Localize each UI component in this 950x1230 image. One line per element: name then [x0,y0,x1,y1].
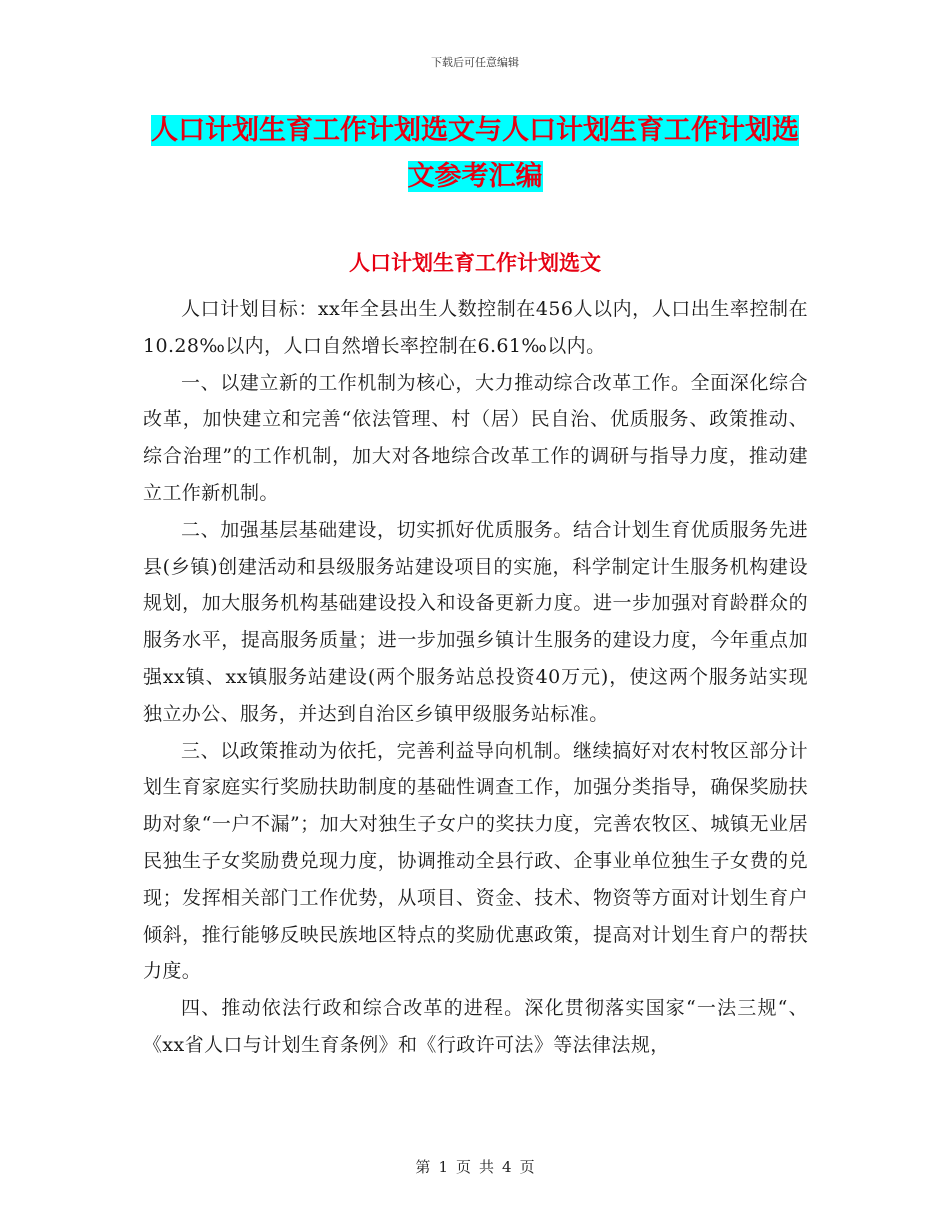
document-body [143,291,808,1064]
document-title [140,108,810,200]
footer-current-page: 1 [438,1158,448,1176]
paragraph-item-3: 三、以政策推动为依托，完善利益导向机制。继续搞好对农村牧区部分计划生育家庭实行奖励扶助制度的基础性调查工作，加强分类指导，确保奖励扶助对象“一户不漏”；加大对独生子女户的奖扶力度，完善农牧区、城镇无业居民独生子女奖励费兑现力度，协调推动全县行政、企事业单位独生子女费的兑现；发挥相关部门工作优势，从项目、资金、技术、物资等方面对计划生育户倾斜，推行能够反映民族地区特点的奖励优惠政策，提高对计划生育户的帮扶力度。 [143,739,808,983]
footer-total-word: 共 [479,1158,495,1176]
footer-page-word: 页 [455,1158,471,1176]
paragraph-item-4: 四、推动依法行政和综合改革的进程。深化贯彻落实国家“一法三规“、《xx省人口与计划生育条例》和《行政许可法》等法律法规， [143,997,808,1056]
paragraph-target: 人口计划目标：xx年全县出生人数控制在456人以内，人口出生率控制在10.28‰以内，人口自然增长率控制在6.61‰以内。 [143,298,808,357]
header-note: 下载后可任意编辑 [431,56,519,69]
section-title: 人口计划生育工作计划选文 [349,250,601,275]
paragraph-item-2: 二、加强基层基础建设，切实抓好优质服务。结合计划生育优质服务先进县(乡镇)创建活动和县级服务站建设项目的实施，科学制定计生服务机构建设规划，加大服务机构基础建设投入和设备更新力度。进一步加强对育龄群众的服务水平，提高服务质量；进一步加强乡镇计生服务的建设力度，今年重点加强xx镇、xx镇服务站建设(两个服务站总投资40万元)，使这两个服务站实现独立办公、服务，并达到自治区乡镇甲级服务站标准。 [143,518,808,725]
page-footer [0,1156,950,1177]
document-title-text: 人口计划生育工作计划选文与人口计划生育工作计划选文参考汇编 [151,115,799,192]
footer-suffix: 页 [519,1158,535,1176]
paragraph-item-1: 一、以建立新的工作机制为核心，大力推动综合改革工作。全面深化综合改革，加快建立和完善“依法管理、村（居）民自治、优质服务、政策推动、综合治理”的工作机制，加大对各地综合改革工作的调研与指导力度，推动建立工作新机制。 [143,371,808,504]
footer-prefix: 第 [415,1158,431,1176]
footer-total-pages: 4 [502,1158,512,1176]
